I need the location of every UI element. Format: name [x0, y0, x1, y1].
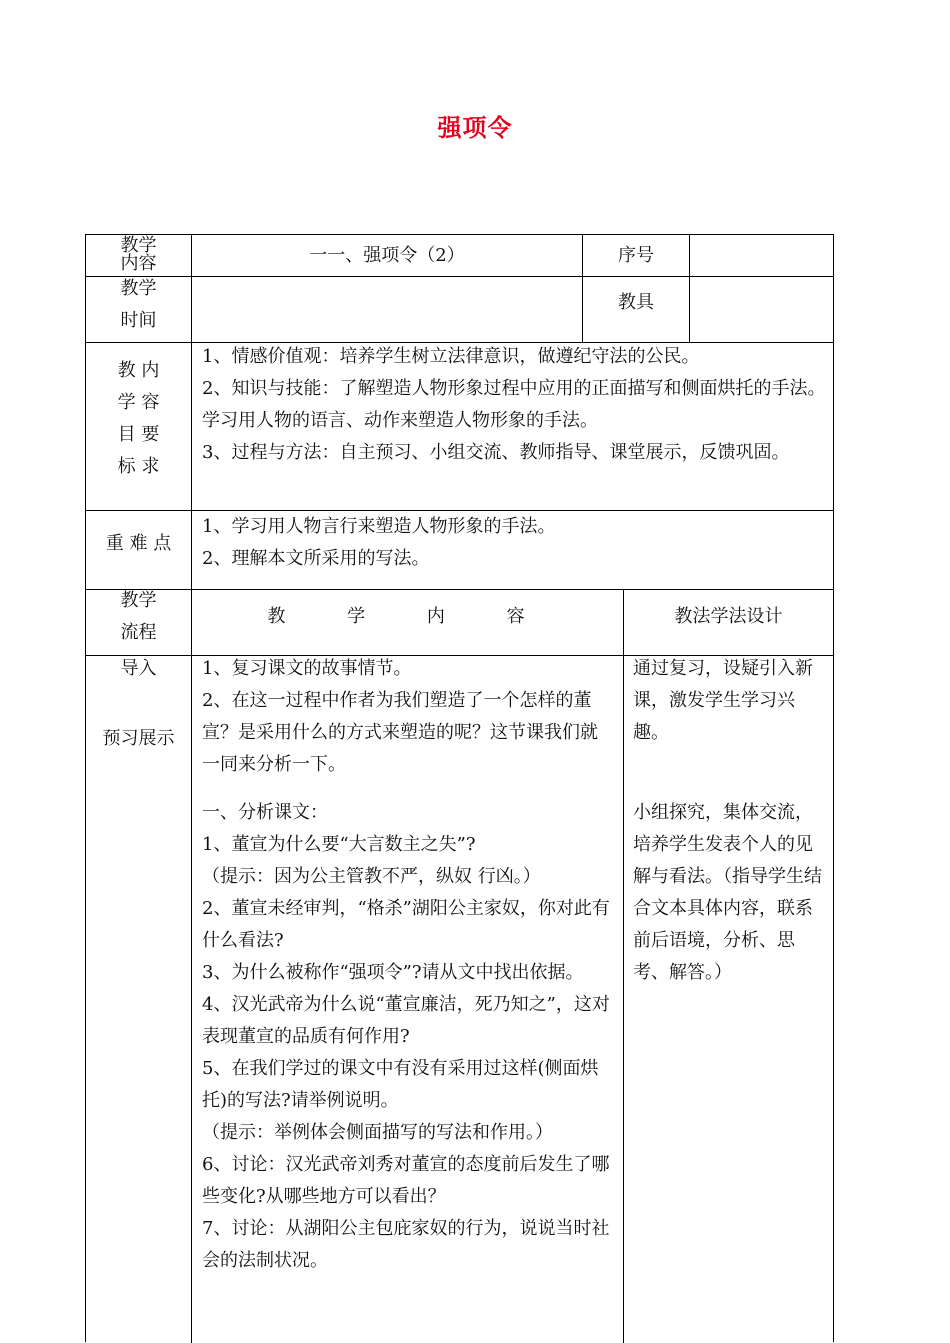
- key-point-item: 1、学习用人物言行来塑造人物形象的手法。: [202, 516, 556, 537]
- column-divider: [689, 235, 690, 342]
- analysis-item: 2、董宣未经审判，“格杀”湖阳公主家奴，你对此有什么看法?: [202, 898, 610, 951]
- intro-item: 2、在这一过程中作者为我们塑造了一个怎样的董宣？是采用什么的方式来塑造的呢？这节课我们就一同来分析一下。: [202, 690, 598, 775]
- goal-item: 2、知识与技能：了解塑造人物形象过程中应用的正面描写和侧面烘托的手法。学习用人物的语言、动作来塑造人物形象的手法。: [202, 378, 826, 431]
- stage-intro: 导入: [120, 658, 157, 679]
- goal-item: 3、过程与方法：自主预习、小组交流、教师指导、课堂展示，反馈巩固。: [202, 442, 790, 463]
- analysis-item: （提示：因为公主管教不严，纵奴 行凶。）: [202, 866, 541, 887]
- process-content: [202, 653, 614, 1277]
- seq-label: 序号: [618, 245, 654, 266]
- row-divider: [86, 276, 833, 277]
- stage-preview: 预习展示: [102, 728, 175, 749]
- tools-label: 教具: [618, 292, 654, 313]
- content-label: 教学 内容: [120, 235, 157, 274]
- process-method-header: 教法学法设计: [674, 606, 783, 627]
- lesson-plan-table: [85, 234, 834, 1342]
- analysis-item: （提示：举例体会侧面描写的写法和作用。）: [202, 1122, 553, 1143]
- key-points-label: 重 难 点: [105, 533, 172, 554]
- intro-item: 1、复习课文的故事情节。: [202, 658, 412, 679]
- analysis-item: 1、董宣为什么要“大言数主之失”?: [202, 834, 476, 855]
- analysis-item: 7、讨论：从湖阳公主包庇家奴的行为，说说当时社会的法制状况。: [202, 1218, 610, 1271]
- row-divider: [86, 589, 833, 590]
- method-item: 小组探究，集体交流，培养学生发表个人的见解与看法。（指导学生结合文本具体内容，联系前后语境，分析、思考、解答。）: [633, 802, 822, 983]
- process-content-header: 教 学 内 容: [267, 606, 553, 627]
- page-title: 强项令: [437, 113, 513, 142]
- goals-list: [202, 341, 826, 469]
- goals-label: 教 内 学 容 目 要 标 求: [117, 360, 160, 477]
- analysis-item: 6、讨论：汉光武帝刘秀对董宣的态度前后发生了哪些变化?从哪些地方可以看出？: [202, 1154, 610, 1207]
- column-divider: [623, 589, 624, 1343]
- method-item: 通过复习，设疑引入新课，激发学生学习兴趣。: [633, 658, 813, 743]
- analysis-item: 5、在我们学过的课文中有没有采用过这样(侧面烘托)的写法?请举例说明。: [202, 1058, 599, 1111]
- analysis-item: 4、汉光武帝为什么说“董宣廉洁，死乃知之”，这对表现董宣的品质有何作用?: [202, 994, 610, 1047]
- analysis-item: 3、为什么被称作“强项令”?请从文中找出依据。: [202, 962, 584, 983]
- key-points-list: [202, 511, 826, 575]
- analysis-title: 一、分析课文：: [202, 802, 328, 823]
- goal-item: 1、情感价值观：培养学生树立法律意识，做遵纪守法的公民。: [202, 346, 700, 367]
- time-label: 教学 时间: [120, 278, 157, 331]
- key-point-item: 2、理解本文所采用的写法。: [202, 548, 430, 569]
- column-divider: [191, 235, 192, 1343]
- process-label: 教学 流程: [120, 590, 157, 643]
- process-methods: [633, 653, 825, 989]
- content-value: 一一、强项令（2）: [309, 245, 465, 266]
